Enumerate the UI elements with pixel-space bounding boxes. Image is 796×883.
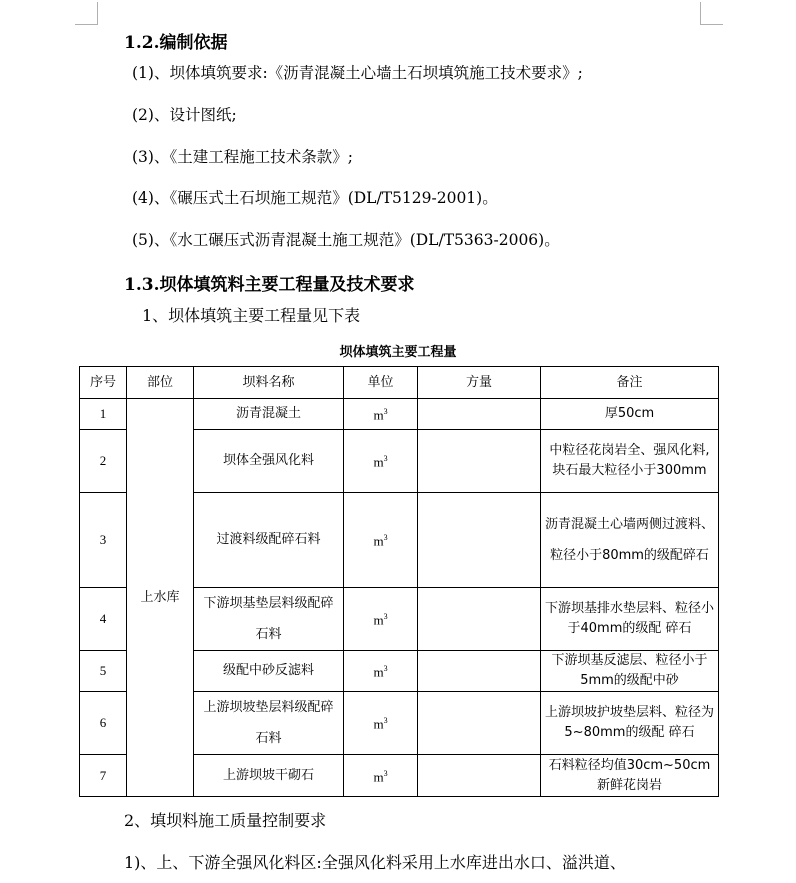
table-header-row xyxy=(80,367,719,399)
material-name: 上游坝坡干砌石 xyxy=(194,755,344,797)
remark-cell: 中粒径花岗岩全、强风化料,块石最大粒径小于300mm xyxy=(541,430,719,493)
basis-item-5: (5)、《水工碾压式沥青混凝土施工规范》(DL/T5363-2006)。 xyxy=(132,231,560,249)
basis-item-2: (2)、设计图纸; xyxy=(132,106,237,124)
table-row xyxy=(80,399,719,430)
unit-cell: $m^3$ xyxy=(344,493,418,588)
material-name: 下游坝基垫层料级配碎石料 xyxy=(194,588,344,651)
remark-cell: 沥青混凝土心墙两侧过渡料、粒径小于80mm的级配碎石 xyxy=(541,493,719,588)
remark-cell: 上游坝坡护坡垫层料、粒径为5~80mm的级配 碎石 xyxy=(541,692,719,755)
quantity-cell xyxy=(418,399,541,430)
row-no: 3 xyxy=(80,493,127,588)
remark-cell: 下游坝基反滤层、粒径小于5mm的级配中砂 xyxy=(541,651,719,692)
quantity-cell xyxy=(418,430,541,493)
section-heading-1-3: 1.3.坝体填筑料主要工程量及技术要求 xyxy=(124,275,415,295)
remark-cell: 下游坝基排水垫层料、粒径小于40mm的级配 碎石 xyxy=(541,588,719,651)
subsection-1-title: 1、坝体填筑主要工程量见下表 xyxy=(142,306,361,325)
material-name: 坝体全强风化料 xyxy=(194,430,344,493)
material-name: 级配中砂反滤料 xyxy=(194,651,344,692)
remark-cell: 厚50cm xyxy=(541,399,719,430)
unit-cell: $m^3$ xyxy=(344,430,418,493)
row-no: 5 xyxy=(80,651,127,692)
basis-item-1: (1)、坝体填筑要求:《沥青混凝土心墙土石坝填筑施工技术要求》; xyxy=(132,64,583,82)
unit-cell: $m^3$ xyxy=(344,755,418,797)
row-no: 7 xyxy=(80,755,127,797)
header-remark: 备注 xyxy=(541,367,719,399)
quantity-cell xyxy=(418,588,541,651)
header-location: 部位 xyxy=(127,367,194,399)
basis-item-4: (4)、《碾压式土石坝施工规范》(DL/T5129-2001)。 xyxy=(132,189,498,207)
table-caption: 坝体填筑主要工程量 xyxy=(339,345,457,360)
page-corner-mark-right xyxy=(700,2,723,25)
row-no: 4 xyxy=(80,588,127,651)
material-name: 上游坝坡垫层料级配碎石料 xyxy=(194,692,344,755)
basis-item-3: (3)、《土建工程施工技术条款》; xyxy=(132,148,353,166)
quantity-cell xyxy=(418,493,541,588)
quantity-cell xyxy=(418,651,541,692)
remark-cell: 石料粒径均值30cm~50cm新鲜花岗岩 xyxy=(541,755,719,797)
unit-cell: $m^3$ xyxy=(344,692,418,755)
location-cell: 上水库 xyxy=(127,399,194,797)
unit-cell: $m^3$ xyxy=(344,651,418,692)
material-name: 过渡料级配碎石料 xyxy=(194,493,344,588)
page-corner-mark-left xyxy=(75,2,98,25)
material-name: 沥青混凝土 xyxy=(194,399,344,430)
header-unit: 单位 xyxy=(344,367,418,399)
row-no: 2 xyxy=(80,430,127,493)
quantity-cell xyxy=(418,692,541,755)
row-no: 1 xyxy=(80,399,127,430)
unit-cell: $m^3$ xyxy=(344,399,418,430)
unit-cell: $m^3$ xyxy=(344,588,418,651)
header-material: 坝料名称 xyxy=(194,367,344,399)
header-quantity: 方量 xyxy=(418,367,541,399)
section-heading-1-2: 1.2.编制依据 xyxy=(124,33,228,53)
row-no: 6 xyxy=(80,692,127,755)
quantity-table xyxy=(79,366,719,797)
quantity-cell xyxy=(418,755,541,797)
section-2-heading: 2、填坝料施工质量控制要求 xyxy=(124,811,327,830)
header-no: 序号 xyxy=(80,367,127,399)
section-2-paragraph: 1)、上、下游全强风化料区:全强风化料采用上水库进出水口、溢洪道、 xyxy=(124,853,626,872)
